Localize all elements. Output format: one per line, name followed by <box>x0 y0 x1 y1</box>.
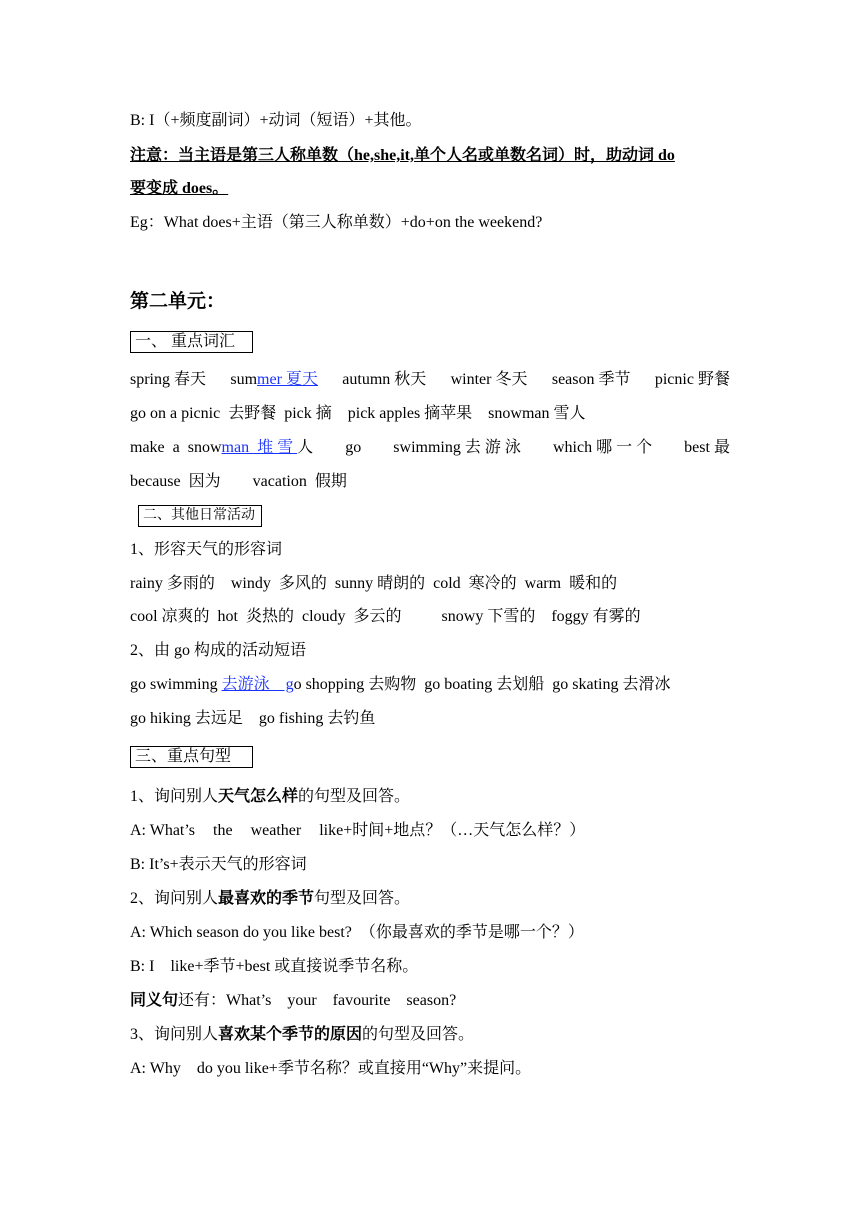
vocab-item: winter 冬天 <box>450 371 528 388</box>
question-2-b: B: I like+季节+best 或直接说季节名称。 <box>130 958 419 975</box>
vocab-item-summer: summer 夏天 <box>230 371 318 388</box>
section-key-sentences-label: 三、重点句型 <box>130 746 253 768</box>
note-line-1: 注意：当主语是第三人称单数（he,she,it,单个人名或单数名词）时，助动词 do <box>130 147 675 164</box>
vocab-row-1 <box>130 370 730 390</box>
answer-line-b: B: I（+频度副词）+动词（短语）+其他。 <box>130 112 422 129</box>
vocab-item: picnic 野餐 <box>654 371 730 388</box>
example-line: Eg：What does+主语（第三人称单数）+do+on the weekend? <box>130 214 543 231</box>
vocab-item-snowman: make a snowman 堆 雪 人 <box>130 439 314 456</box>
section-vocabulary-label: 一、 重点词汇 <box>130 331 253 353</box>
weather-row-1: rainy 多雨的 windy 多风的 sunny 晴朗的 cold 寒冷的 warm 暖和的 <box>130 575 618 592</box>
go-row-1: go swimming 去游泳 go shopping 去购物 go boating 去划船 go skating 去滑冰 <box>130 676 671 693</box>
section-daily-activities-label: 二、其他日常活动 <box>138 505 262 527</box>
vocab-row-2: go on a picnic 去野餐 pick 摘 pick apples 摘苹果 snowman 雪人 <box>130 405 586 422</box>
weather-subheading: 1、形容天气的形容词 <box>130 541 283 558</box>
vocab-item: which 哪 一 个 <box>552 439 653 456</box>
question-3-heading: 3、询问别人喜欢某个季节的原因的句型及回答。 <box>130 1026 475 1043</box>
unit-2-title: 第二单元： <box>130 290 226 312</box>
note-line-2: 要变成 does。 <box>130 180 229 197</box>
question-1-heading: 1、询问别人天气怎么样的句型及回答。 <box>130 788 411 805</box>
vocab-item: swimming 去 游 泳 <box>393 439 521 456</box>
go-row-2: go hiking 去远足 go fishing 去钓鱼 <box>130 710 376 727</box>
question-1-a: A: What’s the weather like+时间+地点？（…天气怎么样？） <box>130 822 586 839</box>
go-phrases-subheading: 2、由 go 构成的活动短语 <box>130 642 307 659</box>
vocab-item: season 季节 <box>551 371 631 388</box>
vocab-item: autumn 秋天 <box>342 371 427 388</box>
question-3-a: A: Why do you like+季节名称？或直接用“Why”来提问。 <box>130 1060 532 1077</box>
vocab-row-3 <box>130 438 730 458</box>
question-2-heading: 2、询问别人最喜欢的季节句型及回答。 <box>130 890 411 907</box>
weather-row-2: cool 凉爽的 hot 炎热的 cloudy 多云的 snowy 下雪的 foggy 有雾的 <box>130 608 641 625</box>
question-1-b: B: It’s+表示天气的形容词 <box>130 856 307 873</box>
summer-link[interactable]: mer 夏天 <box>257 371 318 388</box>
snowman-link[interactable]: man 堆 雪 <box>221 439 298 456</box>
vocab-item: go <box>345 439 362 456</box>
vocab-item: spring 春天 <box>130 371 207 388</box>
synonym-line: 同义句还有：What’s your favourite season? <box>130 992 457 1009</box>
vocab-item: best 最 <box>684 439 730 456</box>
question-2-a: A: Which season do you like best? （你最喜欢的季节是哪一个？） <box>130 924 584 941</box>
vocab-row-4: because 因为 vacation 假期 <box>130 473 347 490</box>
go-swimming-link[interactable]: 去游泳 g <box>221 676 294 693</box>
